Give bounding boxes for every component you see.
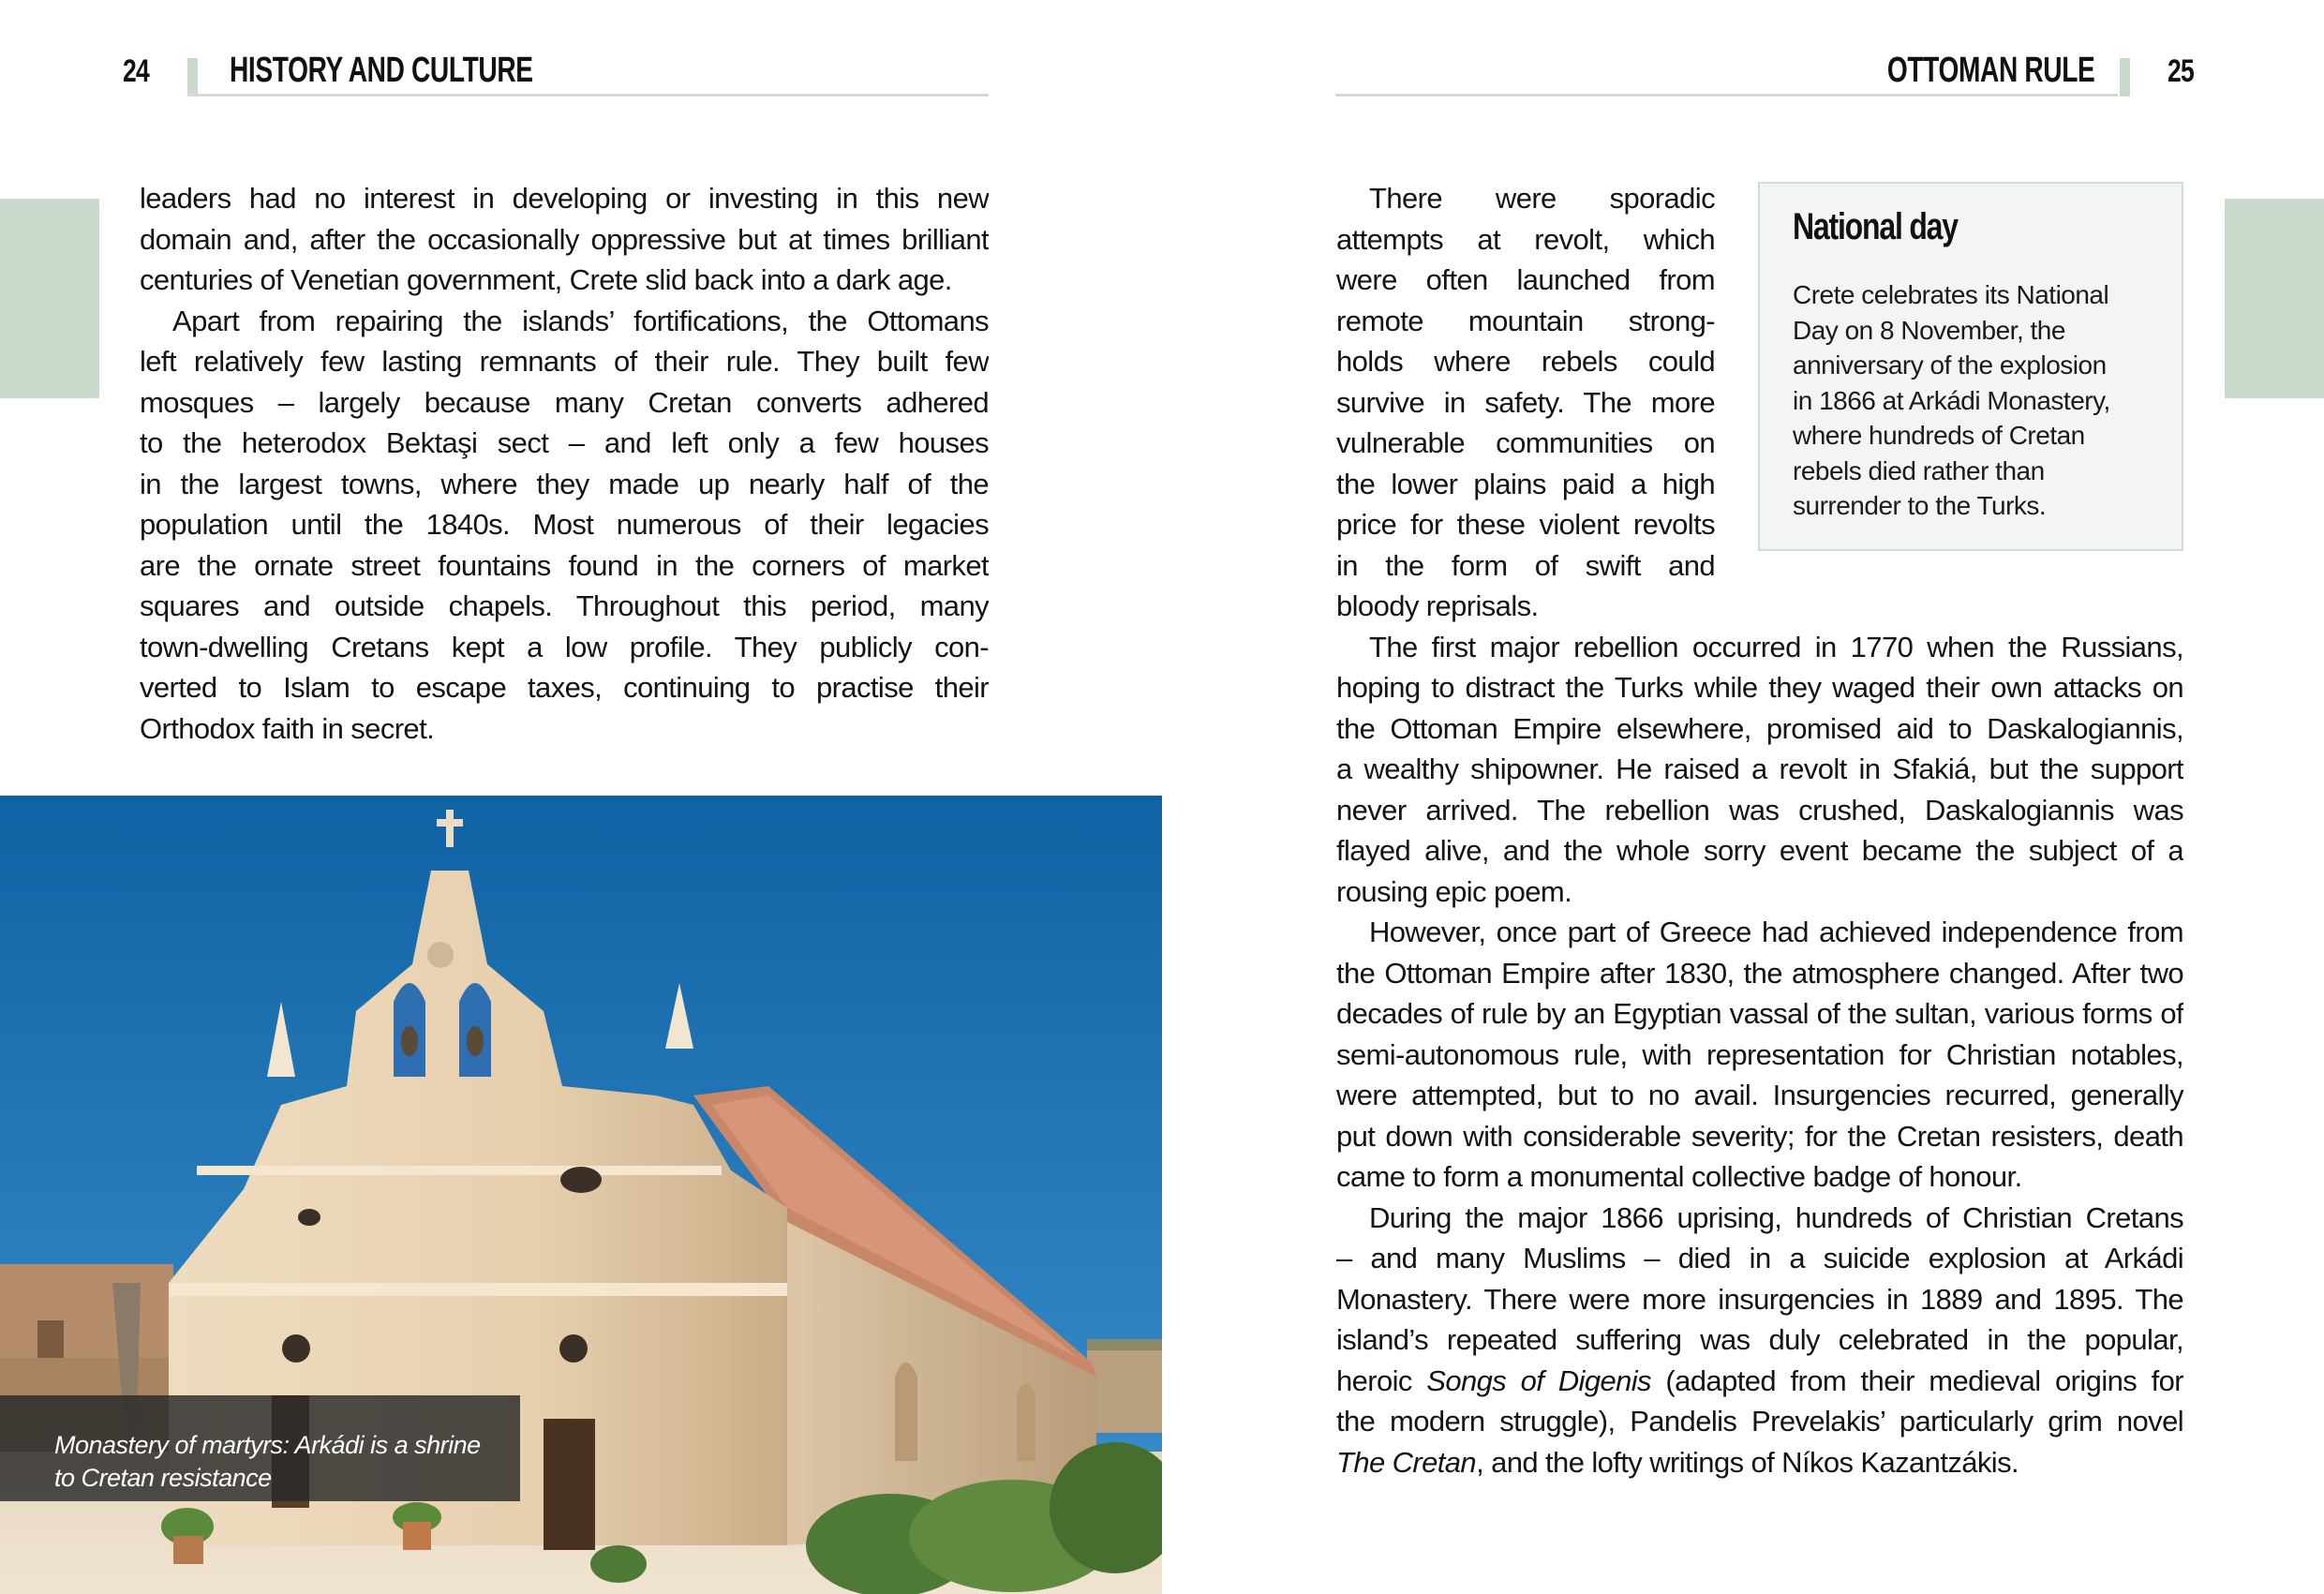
photo-caption — [0, 1395, 520, 1501]
text-line: heroic Songs of Digenis (adapted from their medieval origins for — [1336, 1363, 2183, 1397]
sidebar-line: in 1866 at Arkádi Monastery, — [1793, 385, 2110, 415]
left-thumb-tab — [0, 199, 99, 398]
text-line: the Ottoman Empire elsewhere, promised aid to Daskalogiannis, — [1336, 711, 2183, 745]
text-line: holds where rebels could — [1336, 345, 1715, 378]
text-line: price for these violent revolts — [1336, 508, 1715, 541]
text-line: to the heterodox Bektaşi sect – and left only a few houses — [140, 426, 989, 459]
caption-line-2: to Cretan resistance — [54, 1464, 272, 1492]
text-line: Apart from repairing the islands’ fortifications, the Ottomans — [172, 304, 989, 337]
text-line: verted to Islam to escape taxes, continuing to practise their — [140, 671, 989, 704]
sidebar-line: anniversary of the explosion — [1793, 350, 2107, 380]
text-line: put down with considerable severity; for the Cretan resisters, death — [1336, 1119, 2183, 1153]
text-line: leaders had no interest in developing or investing in this new — [140, 182, 989, 215]
text-line: in the largest towns, where they made up nearly half of the — [140, 467, 989, 500]
sidebar-title: National day — [1793, 206, 1958, 247]
sidebar-line: surrender to the Turks. — [1793, 491, 2047, 520]
text-line: population until the 1840s. Most numerous of their legacies — [140, 508, 989, 541]
text-line: During the major 1866 uprising, hundreds of Christian Cretans — [1369, 1200, 2183, 1234]
sidebar-line: Crete celebrates its National — [1793, 280, 2109, 309]
right-thumb-tab — [2225, 199, 2324, 398]
left-body-text — [140, 178, 989, 749]
text-line: mosques – largely because many Cretan converts adhered — [140, 385, 989, 419]
text-line: hoping to distract the Turks while they waged their own attacks on — [1336, 671, 2183, 704]
text-line: bloody reprisals. — [1336, 589, 1539, 622]
text-line: attempts at revolt, which — [1336, 222, 1715, 256]
national-day-sidebar — [1758, 182, 2183, 551]
left-header-rule — [187, 94, 989, 97]
text-line: decades of rule by an Egyptian vassal of the sultan, various forms of — [1336, 997, 2183, 1030]
text-line: were attempted, but to no avail. Insurgencies recurred, generally — [1336, 1079, 2183, 1111]
text-line: centuries of Venetian government, Crete slid back into a dark age. — [140, 263, 952, 296]
left-page-number: 24 — [123, 53, 149, 89]
text-line: semi-autonomous rule, with representation for Christian notables, — [1336, 1037, 2183, 1071]
text-line: the modern struggle), Pandelis Prevelakis’ particularly grim novel — [1336, 1405, 2183, 1438]
sidebar-line: where hundreds of Cretan — [1793, 421, 2085, 450]
sidebar-line: rebels died rather than — [1793, 455, 2045, 485]
right-running-head: OTTOMAN RULE — [1886, 51, 2094, 90]
text-line: There were sporadic — [1369, 182, 1715, 215]
right-header-bar — [2120, 58, 2130, 97]
right-narrow-text — [1336, 178, 1715, 627]
text-line: Orthodox faith in secret. — [140, 711, 435, 745]
text-line: The first major rebellion occurred in 1770 when the Russians, — [1369, 630, 2183, 663]
italic-title: The Cretan — [1336, 1445, 1477, 1479]
right-header-rule — [1335, 94, 2118, 97]
text-line: survive in safety. The more — [1336, 385, 1715, 419]
text-line: in the form of swift and — [1336, 548, 1715, 582]
text-line: Monastery. There were more insurgencies in 1889 and 1895. The — [1336, 1282, 2183, 1316]
text-line: the lower plains paid a high — [1336, 467, 1715, 500]
left-header-bar — [187, 58, 198, 96]
text-line: flayed alive, and the whole sorry event became the subject of a — [1336, 834, 2183, 867]
text-line: town-dwelling Cretans kept a low profile. They publicly con- — [140, 630, 989, 663]
text-line: a wealthy shipowner. He raised a revolt in Sfakiá, but the support — [1336, 752, 2183, 785]
right-page-number: 25 — [2168, 53, 2194, 89]
text-line: left relatively few lasting remnants of their rule. They built few — [140, 345, 989, 378]
text-line: never arrived. The rebellion was crushed, Daskalogiannis was — [1336, 793, 2183, 827]
text-line: island’s repeated suffering was duly celebrated in the popular, — [1336, 1323, 2183, 1356]
left-running-head: HISTORY AND CULTURE — [230, 51, 533, 90]
text-line: The Cretan, and the lofty writings of Níkos Kazantzákis. — [1336, 1445, 2019, 1479]
text-line: were often launched from — [1336, 263, 1715, 296]
text-line: the Ottoman Empire after 1830, the atmosphere changed. After two — [1336, 956, 2183, 990]
text-line: domain and, after the occasionally oppressive but at times brilliant — [140, 222, 989, 256]
text-line: – and many Muslims – died in a suicide explosion at Arkádi — [1336, 1242, 2183, 1274]
text-line: came to form a monumental collective badge of honour. — [1336, 1160, 2022, 1193]
text-line: However, once part of Greece had achieved independence from — [1369, 916, 2183, 948]
text-line: vulnerable communities on — [1336, 426, 1715, 459]
right-wide-text — [1336, 627, 2183, 1483]
sidebar-body — [1793, 277, 2110, 524]
italic-title: Songs of Digenis — [1426, 1363, 1651, 1397]
text-line: are the ornate street fountains found in the corners of market — [140, 548, 989, 582]
text-line: squares and outside chapels. Throughout this period, many — [140, 589, 989, 622]
text-line: rousing epic poem. — [1336, 874, 1572, 908]
text-line: remote mountain strong- — [1336, 304, 1715, 337]
monastery-photo — [0, 796, 1162, 1594]
caption-line-1: Monastery of martyrs: Arkádi is a shrine — [54, 1431, 481, 1459]
sidebar-line: Day on 8 November, the — [1793, 315, 2065, 345]
